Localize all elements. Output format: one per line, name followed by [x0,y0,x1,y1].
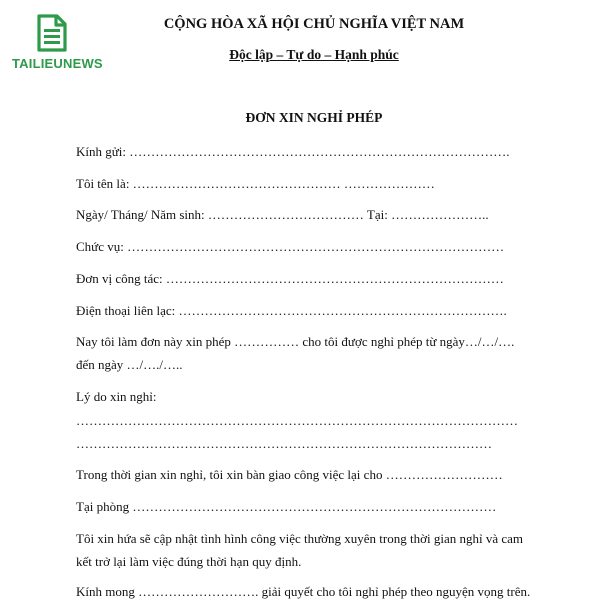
national-title: CỘNG HÒA XÃ HỘI CHỦ NGHĨA VIỆT NAM [163,16,465,32]
reason-dots-line: ………………………………………………………………………………………… [76,413,518,428]
recipient-line: Kính gửi: ……………………………………………………………………………. [76,144,510,159]
office-line: Tại phòng ………………………………………………………………………… [76,499,497,514]
position-line: Chức vụ: …………………………………………………………………………… [76,239,505,254]
request-line: Nay tôi làm đơn này xin phép …………… cho tôi được nghỉ phép từ ngày…/…/…. [76,334,515,349]
handover-line: Trong thời gian xin nghỉ, tôi xin bàn giao công việc lại cho ……………………… [76,467,503,482]
reason-label: Lý do xin nghỉ: [76,389,157,404]
birth-date-line: Ngày/ Tháng/ Năm sinh: ……………………………… Tại: ………………….. [76,207,489,222]
reason-dots-line: …………………………………………………………………………………… [76,436,492,451]
closing-line: Kính mong ………………………. giải quyết cho tôi nghỉ phép theo nguyện vọng trên. [76,584,531,599]
phone-line: Điện thoại liên lạc: …………………………………………………………………. [76,303,507,318]
document-title: ĐƠN XIN NGHỈ PHÉP [245,110,383,125]
department-line: Đơn vị công tác: …………………………………………………………………… [76,271,504,286]
request-line-end-date: đến ngày …/…./….. [76,357,183,372]
name-line: Tôi tên là: ………………………………………… ………………… [76,176,435,191]
commitment-line-cont: kết trở lại làm việc đúng thời hạn quy định. [76,554,302,569]
national-motto: Độc lập – Tự do – Hạnh phúc [229,47,399,62]
commitment-line: Tôi xin hứa sẽ cập nhật tình hình công việc thường xuyên trong thời gian nghỉ và cam [76,531,523,546]
logo-text: TAILIEUNEWS [12,56,103,71]
